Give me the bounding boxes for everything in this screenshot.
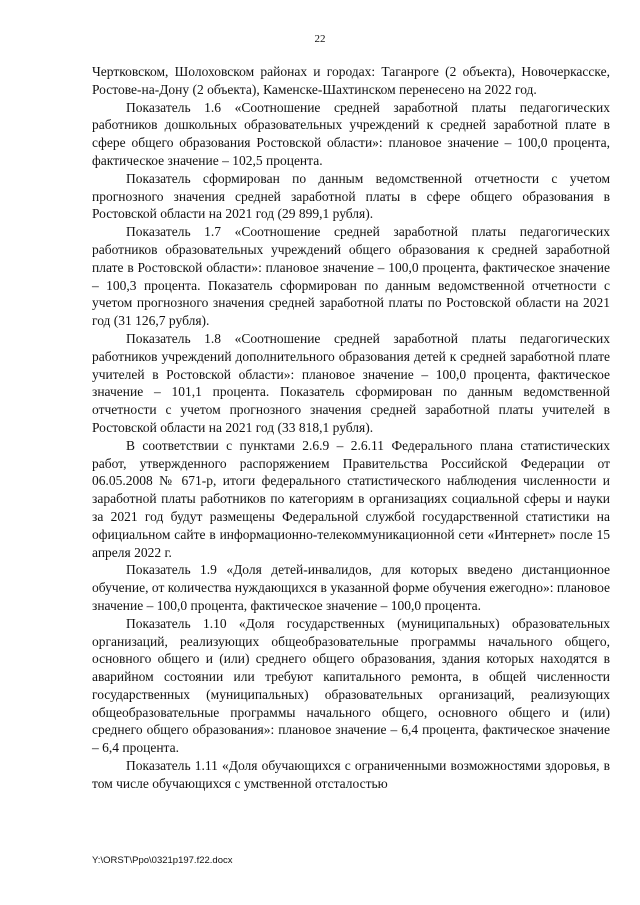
paragraph-statistics-plan: В соответствии с пунктами 2.6.9 – 2.6.11 Федерального плана статистических работ, утвержденного распоряжением Правительства Российской Федерации от 06.05.2008 № 671-р, итоги федерального статистического наблюдения численности и заработной платы работников по категориям в организациях социальной сферы и науки за 2021 год будут размещены Федеральной службой государственной статистики на официальном сайте в информационно-телекоммуникационной сети «Интернет» после 15 апреля 2022 г. (92, 437, 610, 560)
paragraph-continuation: Чертковском, Шолоховском районах и городах: Таганроге (2 объекта), Новочеркасске, Ростове-на-Дону (2 объекта), Каменске-Шахтинском перенесено на 2022 год. (92, 64, 610, 97)
paragraph-indicator-1-9: Показатель 1.9 «Доля детей-инвалидов, для которых введено дистанционное обучение, от количества нуждающихся в указанной форме обучения ежегодно»: плановое значение – 100,0 процента, фактическое значение – 100,0 процента. (92, 562, 610, 613)
page-number: 22 (314, 33, 326, 45)
paragraph-indicator-1-6-note: Показатель сформирован по данным ведомственной отчетности с учетом прогнозного значения средней заработной платы в сфере общего образования в Ростовской области на 2021 год (29 899,1 рубля). (92, 170, 610, 222)
paragraph-indicator-1-10: Показатель 1.10 «Доля государственных (муниципальных) образовательных организаций, реализующих общеобразовательные программы начального общего, основного общего и (или) среднего общего образования, здания которых находятся в аварийном состоянии или требуют капитального ремонта, в общей численности государственных (муниципальных) образовательных организаций, реализующих общеобразовательные программы начального общего, основного общего и (или) среднего общего образования»: плановое значение – 6,4 процента, фактическое значение – 6,4 процента. (92, 615, 610, 756)
paragraph-indicator-1-8: Показатель 1.8 «Соотношение средней заработной платы педагогических работников учреждений дополнительного образования детей к средней заработной плате учителей в Ростовской области»: плановое значение – 100,0 процента, фактическое значение – 101,1 процента. Показатель сформирован по данным ведомственной отчетности с учетом прогнозного значения средней заработной платы учителей в Ростовской области на 2021 год (33 818,1 рубля). (92, 330, 610, 435)
document-body (92, 63, 610, 793)
paragraph-indicator-1-7: Показатель 1.7 «Соотношение средней заработной платы педагогических работников образовательных учреждений общего образования к средней заработной плате в Ростовской области»: плановое значение – 100,0 процента, фактическое значение – 100,3 процента. Показатель сформирован по данным ведомственной отчетности с учетом прогнозного значения средней заработной платы по Ростовской области на 2021 год (31 126,7 рубля). (92, 224, 610, 329)
paragraph-indicator-1-6: Показатель 1.6 «Соотношение средней заработной платы педагогических работников дошкольных образовательных учреждений к средней заработной плате в сфере общего образования Ростовской области»: плановое значение – 100,0 процента, фактическое значение – 102,5 процента. (92, 99, 610, 168)
paragraph-indicator-1-11: Показатель 1.11 «Доля обучающихся с ограниченными возможностями здоровья, в том числе обучающихся с умственной отсталостью (92, 758, 610, 791)
file-path-footer: Y:\ORST\Ppo\0321p197.f22.docx (92, 855, 233, 866)
